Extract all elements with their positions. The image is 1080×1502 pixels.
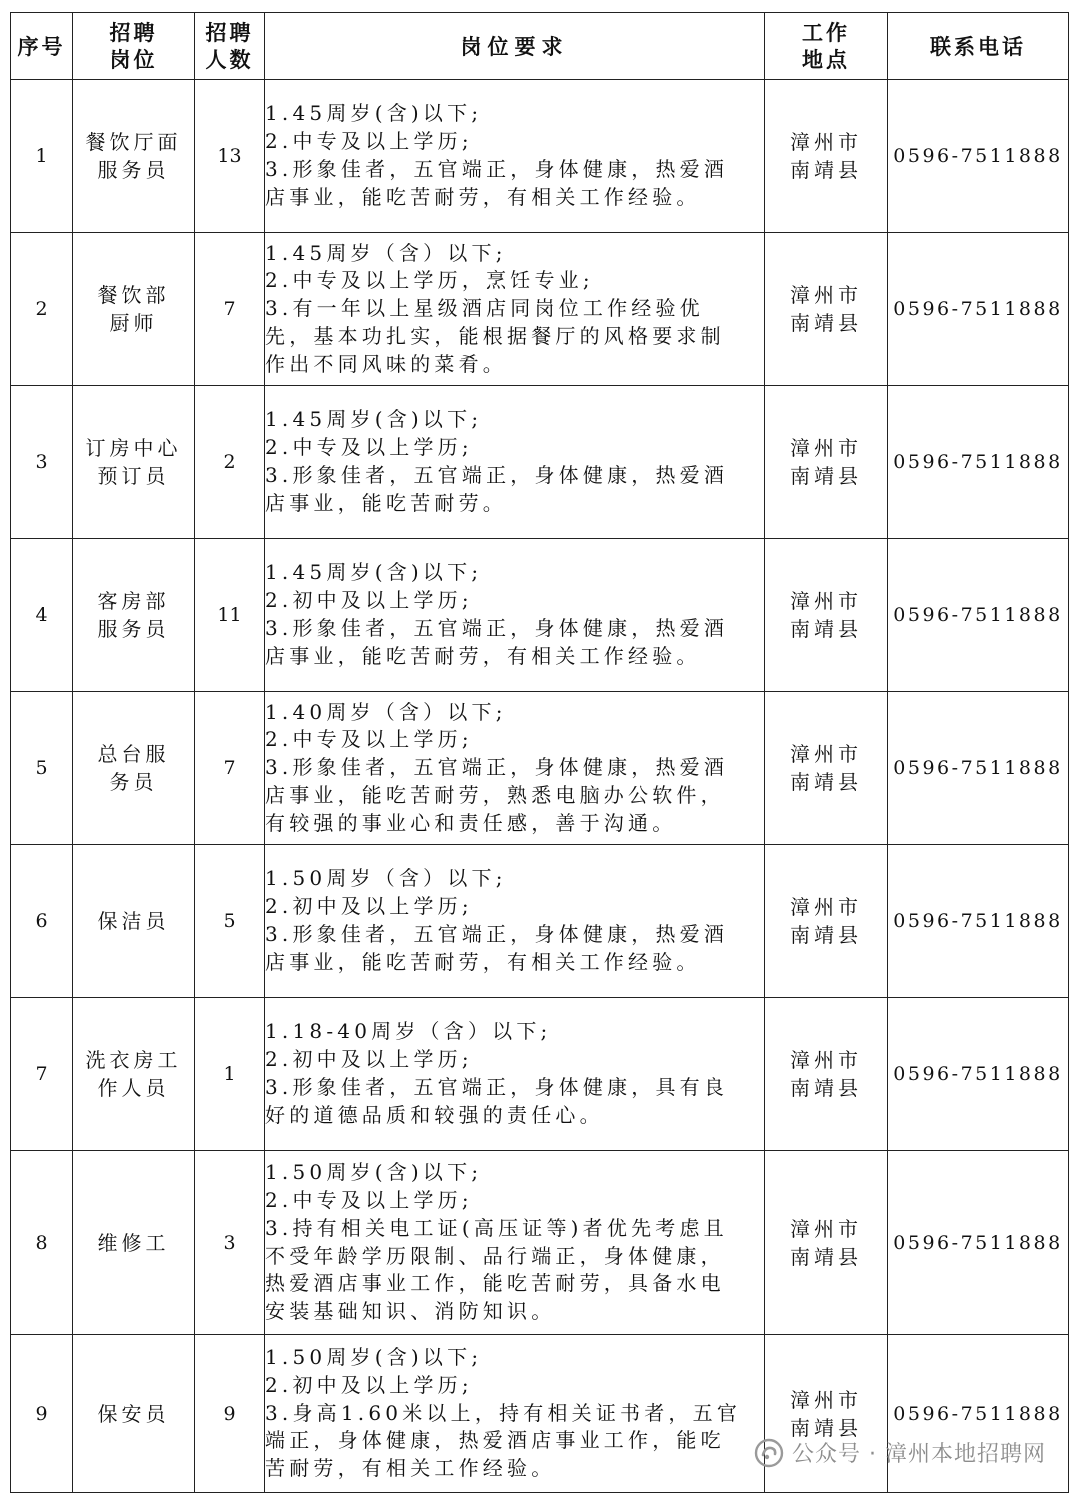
requirement-line: 苦耐劳，有相关工作经验。: [265, 1456, 556, 1481]
location-line: 南靖县: [790, 1244, 862, 1269]
position-line: 服务员: [97, 158, 170, 182]
requirement-line: 2.中专及以上学历;: [265, 1187, 473, 1212]
cell-phone: 0596-7511888: [888, 386, 1069, 539]
table-row: [11, 845, 1069, 998]
header-count-line1: 招聘: [205, 20, 254, 45]
cell-count: 7: [195, 692, 265, 845]
cell-position: [73, 386, 195, 539]
table-row: [11, 1335, 1069, 1493]
cell-seq: 8: [11, 1151, 73, 1335]
cell-requirements: [265, 386, 765, 539]
location-line: 漳州市: [790, 436, 862, 460]
position-line: 保洁员: [97, 909, 170, 933]
requirement-line: 1.45周岁（含）以下;: [265, 240, 507, 265]
location-line: 漳州市: [790, 130, 862, 154]
cell-position: [73, 539, 195, 692]
position-line: 订房中心: [85, 436, 182, 460]
requirement-line: 3.形象佳者，五官端正，身体健康，热爱酒: [265, 616, 729, 640]
position-line: 总台服: [97, 742, 170, 766]
cell-position: [73, 845, 195, 998]
cell-phone: 0596-7511888: [888, 1151, 1069, 1335]
table-row: [11, 1151, 1069, 1335]
requirement-line: 安装基础知识、消防知识。: [265, 1299, 556, 1324]
watermark: [754, 1437, 1046, 1468]
requirement-line: 2.初中及以上学历;: [265, 588, 473, 613]
requirement-line: 2.初中及以上学历;: [265, 1047, 473, 1072]
cell-seq: 7: [11, 998, 73, 1151]
header-position-line1: 招聘: [109, 20, 158, 45]
location-line: 漳州市: [790, 1387, 862, 1412]
table-row: [11, 80, 1069, 233]
cell-phone: 0596-7511888: [888, 998, 1069, 1151]
table-row: [11, 386, 1069, 539]
position-line: 维修工: [97, 1230, 170, 1255]
cell-count: 11: [195, 539, 265, 692]
cell-count: 5: [195, 845, 265, 998]
cell-seq: 9: [11, 1335, 73, 1493]
requirement-line: 3.身高1.60米以上，持有相关证书者，五官: [265, 1400, 742, 1425]
cell-position: [73, 1335, 195, 1493]
location-line: 漳州市: [790, 589, 862, 613]
cell-position: [73, 692, 195, 845]
cell-requirements: [265, 539, 765, 692]
requirement-line: 3.形象佳者，五官端正，身体健康，热爱酒: [265, 922, 729, 946]
header-location-line1: 工作: [802, 20, 850, 45]
requirement-line: 热爱酒店事业工作，能吃苦耐劳，具备水电: [265, 1271, 725, 1296]
cell-count: 1: [195, 998, 265, 1151]
cell-location: [765, 1335, 888, 1493]
cell-seq: 2: [11, 233, 73, 386]
requirement-line: 2.初中及以上学历;: [265, 894, 473, 919]
requirement-line: 2.中专及以上学历;: [265, 435, 473, 460]
requirement-line: 有较强的事业心和责任感，善于沟通。: [265, 810, 677, 835]
cell-count: 3: [195, 1151, 265, 1335]
header-location: [765, 13, 888, 80]
requirement-line: 2.中专及以上学历;: [265, 129, 473, 154]
table-row: [11, 233, 1069, 386]
cell-requirements: [265, 692, 765, 845]
location-line: 南靖县: [790, 770, 862, 794]
requirement-line: 1.50周岁(含)以下;: [265, 1345, 483, 1369]
cell-position: [73, 1151, 195, 1335]
cell-count: 9: [195, 1335, 265, 1493]
requirement-line: 2.中专及以上学历;: [265, 727, 473, 752]
position-line: 餐饮部: [97, 283, 170, 307]
header-count-line2: 人数: [205, 47, 254, 72]
table-row: [11, 692, 1069, 845]
requirement-line: 2.初中及以上学历;: [265, 1372, 473, 1397]
location-line: 南靖县: [790, 617, 862, 641]
cell-location: [765, 845, 888, 998]
requirement-line: 不受年龄学历限制、品行端正，身体健康，: [265, 1243, 725, 1268]
location-line: 南靖县: [790, 464, 862, 488]
cell-location: [765, 1151, 888, 1335]
position-line: 务员: [109, 770, 158, 794]
position-line: 保安员: [97, 1401, 170, 1426]
cell-position: [73, 80, 195, 233]
cell-phone: 0596-7511888: [888, 1335, 1069, 1493]
header-count: [195, 13, 265, 80]
requirement-line: 3.形象佳者，五官端正，身体健康，具有良: [265, 1075, 729, 1099]
requirement-line: 店事业，能吃苦耐劳，有相关工作经验。: [265, 184, 701, 209]
requirement-line: 3.持有相关电工证(高压证等)者优先考虑且: [265, 1215, 728, 1240]
cell-location: [765, 692, 888, 845]
wechat-official-account-icon: [754, 1438, 784, 1468]
watermark-text: 公众号 · 漳州本地招聘网: [792, 1442, 1046, 1467]
location-line: 南靖县: [790, 1076, 862, 1100]
cell-phone: 0596-7511888: [888, 233, 1069, 386]
cell-requirements: [265, 80, 765, 233]
requirement-line: 3.形象佳者，五官端正，身体健康，热爱酒: [265, 463, 729, 487]
header-position-line2: 岗位: [109, 47, 158, 72]
cell-count: 13: [195, 80, 265, 233]
position-line: 客房部: [97, 589, 170, 613]
requirement-line: 1.45周岁(含)以下;: [265, 560, 483, 585]
requirement-line: 1.50周岁（含）以下;: [265, 866, 507, 891]
location-line: 南靖县: [790, 311, 862, 335]
header-position: [73, 13, 195, 80]
cell-seq: 1: [11, 80, 73, 233]
requirement-line: 3.有一年以上星级酒店同岗位工作经验优: [265, 296, 704, 321]
table-header-row: [11, 13, 1069, 80]
cell-requirements: [265, 233, 765, 386]
requirement-line: 3.形象佳者，五官端正，身体健康，热爱酒: [265, 755, 729, 780]
location-line: 漳州市: [790, 1216, 862, 1241]
table-row: [11, 998, 1069, 1151]
position-line: 服务员: [97, 617, 170, 641]
location-line: 漳州市: [790, 742, 862, 766]
cell-phone: 0596-7511888: [888, 845, 1069, 998]
cell-requirements: [265, 845, 765, 998]
cell-seq: 5: [11, 692, 73, 845]
header-location-line2: 地点: [802, 47, 850, 72]
requirement-line: 1.45周岁(含)以下;: [265, 101, 483, 126]
requirement-line: 先，基本功扎实，能根据餐厅的风格要求制: [265, 323, 725, 348]
cell-location: [765, 998, 888, 1151]
requirement-line: 1.45周岁(含)以下;: [265, 407, 483, 432]
cell-seq: 6: [11, 845, 73, 998]
position-line: 餐饮厅面: [85, 130, 182, 154]
cell-location: [765, 539, 888, 692]
requirement-line: 店事业，能吃苦耐劳。: [265, 490, 507, 515]
requirement-line: 好的道德品质和较强的责任心。: [265, 1102, 604, 1127]
cell-count: 7: [195, 233, 265, 386]
cell-seq: 3: [11, 386, 73, 539]
header-requirements: 岗位要求: [265, 13, 765, 80]
requirement-line: 作出不同风味的菜肴。: [265, 351, 507, 376]
cell-requirements: [265, 1151, 765, 1335]
requirement-line: 1.40周岁（含）以下;: [265, 699, 507, 724]
cell-location: [765, 233, 888, 386]
requirement-line: 2.中专及以上学历，烹饪专业;: [265, 268, 594, 293]
cell-phone: 0596-7511888: [888, 80, 1069, 233]
requirement-line: 端正，身体健康，热爱酒店事业工作，能吃: [265, 1428, 725, 1453]
location-line: 漳州市: [790, 1048, 862, 1072]
cell-position: [73, 233, 195, 386]
location-line: 南靖县: [790, 1415, 862, 1440]
location-line: 南靖县: [790, 158, 862, 182]
location-line: 南靖县: [790, 923, 862, 947]
cell-location: [765, 386, 888, 539]
cell-count: 2: [195, 386, 265, 539]
cell-location: [765, 80, 888, 233]
position-line: 厨师: [109, 311, 158, 335]
cell-requirements: [265, 998, 765, 1151]
cell-seq: 4: [11, 539, 73, 692]
requirement-line: 1.50周岁(含)以下;: [265, 1160, 483, 1185]
location-line: 漳州市: [790, 283, 862, 307]
cell-phone: 0596-7511888: [888, 692, 1069, 845]
position-line: 作人员: [97, 1076, 170, 1100]
table-row: [11, 539, 1069, 692]
position-line: 预订员: [97, 464, 170, 488]
recruitment-table: [10, 12, 1069, 1493]
requirement-line: 3.形象佳者，五官端正，身体健康，热爱酒: [265, 157, 729, 181]
location-line: 漳州市: [790, 895, 862, 919]
cell-requirements: [265, 1335, 765, 1493]
cell-phone: 0596-7511888: [888, 539, 1069, 692]
requirement-line: 店事业，能吃苦耐劳，熟悉电脑办公软件，: [265, 782, 725, 807]
requirement-line: 1.18-40周岁（含）以下;: [265, 1019, 552, 1044]
position-line: 洗衣房工: [85, 1048, 182, 1072]
header-phone: 联系电话: [888, 13, 1069, 80]
header-seq: 序号: [11, 13, 73, 80]
cell-position: [73, 998, 195, 1151]
requirement-line: 店事业，能吃苦耐劳，有相关工作经验。: [265, 643, 701, 668]
requirement-line: 店事业，能吃苦耐劳，有相关工作经验。: [265, 949, 701, 974]
